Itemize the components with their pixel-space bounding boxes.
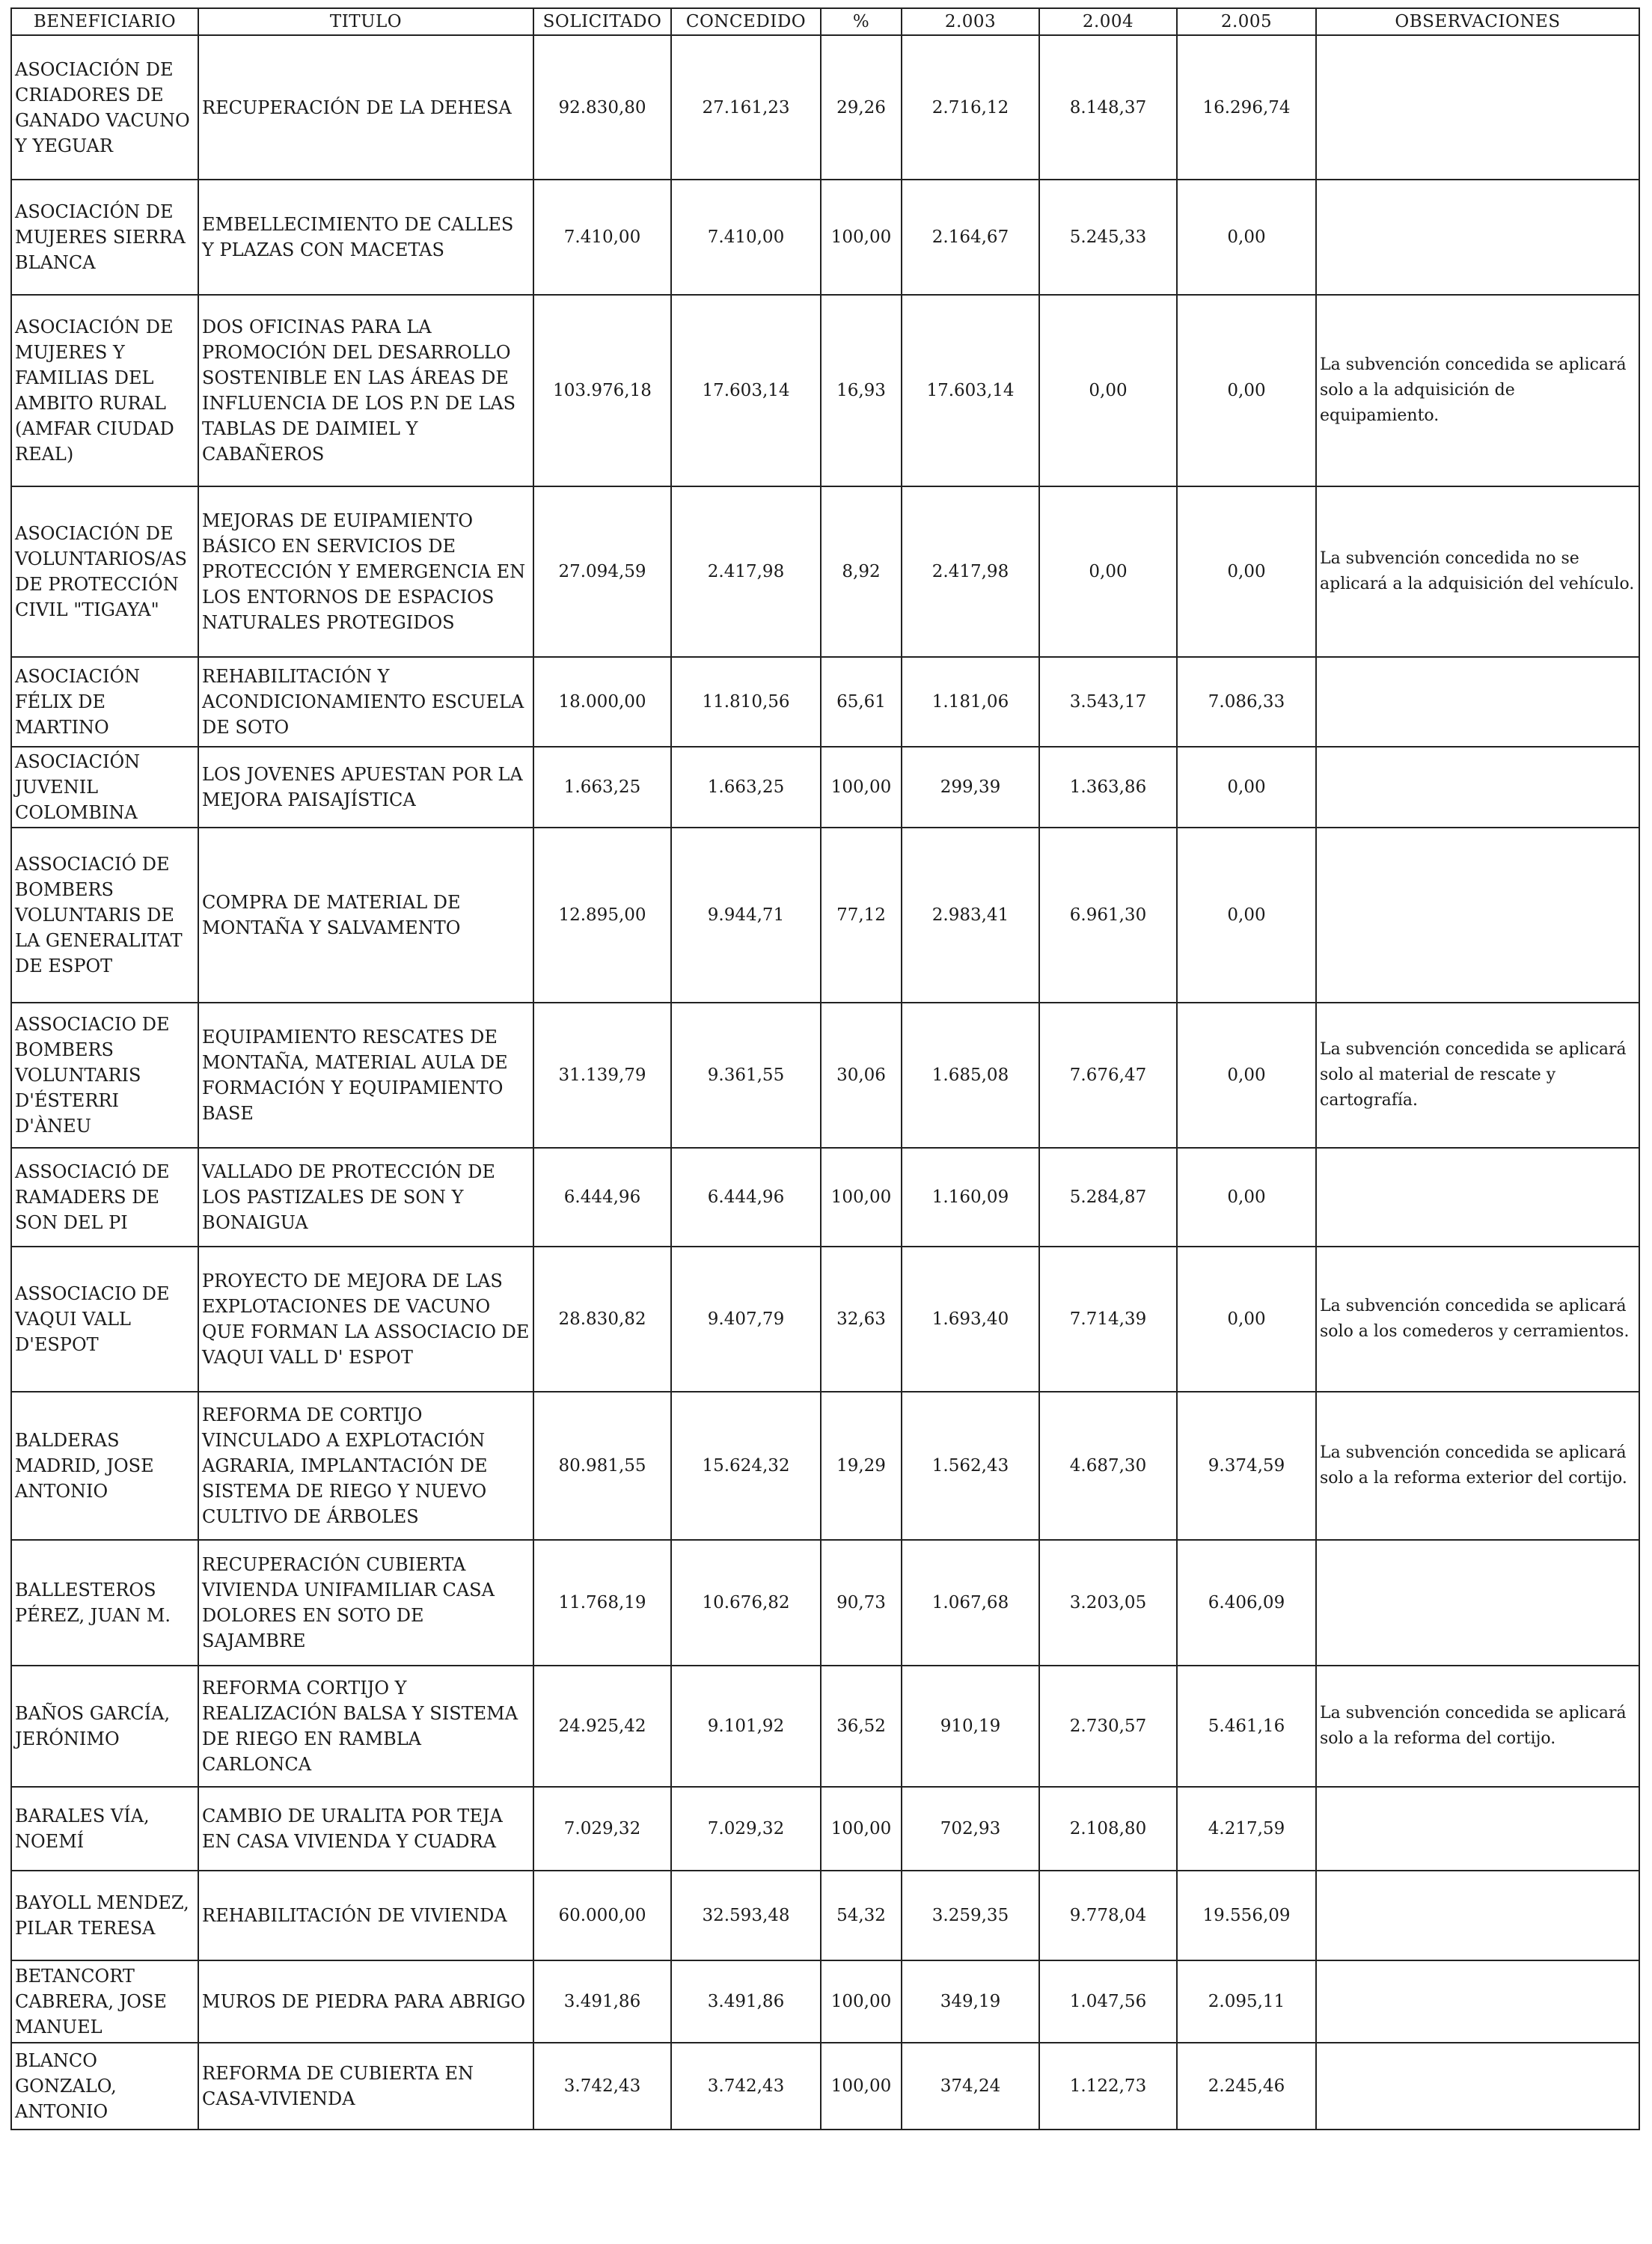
- col-header-2005: 2.005: [1177, 8, 1316, 35]
- beneficiario-cell: ASOCIACIÓN DE CRIADORES DE GANADO VACUNO Y YEGUAR: [11, 35, 198, 180]
- solicitado-cell: 92.830,80: [533, 35, 671, 180]
- year-2003-cell: 349,19: [902, 1960, 1039, 2043]
- year-2004-cell: 3.203,05: [1039, 1540, 1177, 1666]
- observaciones-cell: La subvención concedida se aplicará solo a la reforma del cortijo.: [1316, 1666, 1639, 1787]
- header-row: [11, 8, 1639, 35]
- percent-cell: 8,92: [821, 486, 902, 657]
- concedido-cell: 3.491,86: [671, 1960, 821, 2043]
- solicitado-cell: 3.742,43: [533, 2043, 671, 2130]
- year-2003-cell: 3.259,35: [902, 1871, 1039, 1960]
- titulo-cell: CAMBIO DE URALITA POR TEJA EN CASA VIVIENDA Y CUADRA: [198, 1787, 533, 1871]
- beneficiario-cell: BALLESTEROS PÉREZ, JUAN M.: [11, 1540, 198, 1666]
- table-row: [11, 486, 1639, 657]
- year-2005-cell: 0,00: [1177, 828, 1316, 1003]
- year-2003-cell: 17.603,14: [902, 295, 1039, 486]
- observaciones-cell: [1316, 1540, 1639, 1666]
- percent-cell: 29,26: [821, 35, 902, 180]
- observaciones-cell: La subvención concedida no se aplicará a la adquisición del vehículo.: [1316, 486, 1639, 657]
- percent-cell: 32,63: [821, 1247, 902, 1392]
- concedido-cell: 3.742,43: [671, 2043, 821, 2130]
- table-row: [11, 180, 1639, 295]
- beneficiario-cell: ASSOCIACIO DE VAQUI VALL D'ESPOT: [11, 1247, 198, 1392]
- year-2004-cell: 1.122,73: [1039, 2043, 1177, 2130]
- year-2004-cell: 2.108,80: [1039, 1787, 1177, 1871]
- table-row: [11, 1666, 1639, 1787]
- observaciones-cell: [1316, 180, 1639, 295]
- titulo-cell: MEJORAS DE EUIPAMIENTO BÁSICO EN SERVICIOS DE PROTECCIÓN Y EMERGENCIA EN LOS ENTORNOS DE ESPACIOS NATURALES PROTEGIDOS: [198, 486, 533, 657]
- table-row: [11, 1148, 1639, 1247]
- beneficiario-cell: ASOCIACIÓN DE MUJERES Y FAMILIAS DEL AMBITO RURAL (AMFAR CIUDAD REAL): [11, 295, 198, 486]
- concedido-cell: 2.417,98: [671, 486, 821, 657]
- year-2005-cell: 5.461,16: [1177, 1666, 1316, 1787]
- beneficiario-cell: BARALES VÍA, NOEMÍ: [11, 1787, 198, 1871]
- year-2003-cell: 1.685,08: [902, 1003, 1039, 1148]
- concedido-cell: 32.593,48: [671, 1871, 821, 1960]
- titulo-cell: PROYECTO DE MEJORA DE LAS EXPLOTACIONES DE VACUNO QUE FORMAN LA ASSOCIACIO DE VAQUI VALL D' ESPOT: [198, 1247, 533, 1392]
- year-2004-cell: 7.676,47: [1039, 1003, 1177, 1148]
- year-2004-cell: 9.778,04: [1039, 1871, 1177, 1960]
- beneficiario-cell: BAÑOS GARCÍA, JERÓNIMO: [11, 1666, 198, 1787]
- concedido-cell: 6.444,96: [671, 1148, 821, 1247]
- observaciones-cell: La subvención concedida se aplicará solo a la adquisición de equipamiento.: [1316, 295, 1639, 486]
- table-row: [11, 1247, 1639, 1392]
- solicitado-cell: 6.444,96: [533, 1148, 671, 1247]
- concedido-cell: 9.944,71: [671, 828, 821, 1003]
- observaciones-cell: [1316, 1960, 1639, 2043]
- percent-cell: 36,52: [821, 1666, 902, 1787]
- percent-cell: 100,00: [821, 2043, 902, 2130]
- solicitado-cell: 60.000,00: [533, 1871, 671, 1960]
- table-row: [11, 1787, 1639, 1871]
- observaciones-cell: La subvención concedida se aplicará solo al material de rescate y cartografía.: [1316, 1003, 1639, 1148]
- year-2005-cell: 9.374,59: [1177, 1392, 1316, 1540]
- beneficiario-cell: BALDERAS MADRID, JOSE ANTONIO: [11, 1392, 198, 1540]
- year-2005-cell: 0,00: [1177, 747, 1316, 828]
- table-row: [11, 1960, 1639, 2043]
- concedido-cell: 27.161,23: [671, 35, 821, 180]
- table-row: [11, 1871, 1639, 1960]
- concedido-cell: 9.407,79: [671, 1247, 821, 1392]
- concedido-cell: 17.603,14: [671, 295, 821, 486]
- titulo-cell: RECUPERACIÓN DE LA DEHESA: [198, 35, 533, 180]
- percent-cell: 54,32: [821, 1871, 902, 1960]
- col-header-2004: 2.004: [1039, 8, 1177, 35]
- beneficiario-cell: ASOCIACIÓN DE VOLUNTARIOS/AS DE PROTECCIÓN CIVIL "TIGAYA": [11, 486, 198, 657]
- table-row: [11, 747, 1639, 828]
- titulo-cell: REFORMA CORTIJO Y REALIZACIÓN BALSA Y SISTEMA DE RIEGO EN RAMBLA CARLONCA: [198, 1666, 533, 1787]
- solicitado-cell: 11.768,19: [533, 1540, 671, 1666]
- year-2005-cell: 6.406,09: [1177, 1540, 1316, 1666]
- observaciones-cell: [1316, 1871, 1639, 1960]
- percent-cell: 65,61: [821, 657, 902, 747]
- year-2003-cell: 1.067,68: [902, 1540, 1039, 1666]
- col-header-titulo: TITULO: [198, 8, 533, 35]
- titulo-cell: RECUPERACIÓN CUBIERTA VIVIENDA UNIFAMILIAR CASA DOLORES EN SOTO DE SAJAMBRE: [198, 1540, 533, 1666]
- solicitado-cell: 27.094,59: [533, 486, 671, 657]
- year-2005-cell: 19.556,09: [1177, 1871, 1316, 1960]
- table-row: [11, 1003, 1639, 1148]
- year-2003-cell: 299,39: [902, 747, 1039, 828]
- solicitado-cell: 103.976,18: [533, 295, 671, 486]
- year-2005-cell: 0,00: [1177, 295, 1316, 486]
- solicitado-cell: 80.981,55: [533, 1392, 671, 1540]
- year-2003-cell: 910,19: [902, 1666, 1039, 1787]
- year-2004-cell: 5.284,87: [1039, 1148, 1177, 1247]
- percent-cell: 77,12: [821, 828, 902, 1003]
- year-2004-cell: 5.245,33: [1039, 180, 1177, 295]
- col-header-2003: 2.003: [902, 8, 1039, 35]
- year-2005-cell: 2.095,11: [1177, 1960, 1316, 2043]
- observaciones-cell: [1316, 1148, 1639, 1247]
- percent-cell: 16,93: [821, 295, 902, 486]
- grants-table: [10, 7, 1640, 2130]
- col-header-percent: %: [821, 8, 902, 35]
- percent-cell: 30,06: [821, 1003, 902, 1148]
- year-2004-cell: 1.047,56: [1039, 1960, 1177, 2043]
- year-2005-cell: 4.217,59: [1177, 1787, 1316, 1871]
- observaciones-cell: La subvención concedida se aplicará solo a la reforma exterior del cortijo.: [1316, 1392, 1639, 1540]
- beneficiario-cell: ASSOCIACIO DE BOMBERS VOLUNTARIS D'ÉSTERRI D'ÀNEU: [11, 1003, 198, 1148]
- year-2005-cell: 2.245,46: [1177, 2043, 1316, 2130]
- titulo-cell: REHABILITACIÓN DE VIVIENDA: [198, 1871, 533, 1960]
- year-2005-cell: 7.086,33: [1177, 657, 1316, 747]
- year-2005-cell: 16.296,74: [1177, 35, 1316, 180]
- concedido-cell: 9.101,92: [671, 1666, 821, 1787]
- year-2003-cell: 2.417,98: [902, 486, 1039, 657]
- beneficiario-cell: BAYOLL MENDEZ, PILAR TERESA: [11, 1871, 198, 1960]
- year-2004-cell: 1.363,86: [1039, 747, 1177, 828]
- concedido-cell: 7.410,00: [671, 180, 821, 295]
- solicitado-cell: 7.410,00: [533, 180, 671, 295]
- year-2003-cell: 374,24: [902, 2043, 1039, 2130]
- table-row: [11, 295, 1639, 486]
- beneficiario-cell: ASOCIACIÓN JUVENIL COLOMBINA: [11, 747, 198, 828]
- titulo-cell: MUROS DE PIEDRA PARA ABRIGO: [198, 1960, 533, 2043]
- year-2004-cell: 4.687,30: [1039, 1392, 1177, 1540]
- table-row: [11, 1540, 1639, 1666]
- concedido-cell: 10.676,82: [671, 1540, 821, 1666]
- table-row: [11, 657, 1639, 747]
- year-2004-cell: 0,00: [1039, 295, 1177, 486]
- year-2003-cell: 2.164,67: [902, 180, 1039, 295]
- titulo-cell: LOS JOVENES APUESTAN POR LA MEJORA PAISAJÍSTICA: [198, 747, 533, 828]
- titulo-cell: EMBELLECIMIENTO DE CALLES Y PLAZAS CON MACETAS: [198, 180, 533, 295]
- titulo-cell: REHABILITACIÓN Y ACONDICIONAMIENTO ESCUELA DE SOTO: [198, 657, 533, 747]
- col-header-observaciones: OBSERVACIONES: [1316, 8, 1639, 35]
- year-2005-cell: 0,00: [1177, 486, 1316, 657]
- concedido-cell: 15.624,32: [671, 1392, 821, 1540]
- year-2004-cell: 8.148,37: [1039, 35, 1177, 180]
- year-2003-cell: 1.160,09: [902, 1148, 1039, 1247]
- solicitado-cell: 31.139,79: [533, 1003, 671, 1148]
- year-2005-cell: 0,00: [1177, 180, 1316, 295]
- concedido-cell: 9.361,55: [671, 1003, 821, 1148]
- observaciones-cell: [1316, 747, 1639, 828]
- percent-cell: 100,00: [821, 1787, 902, 1871]
- titulo-cell: COMPRA DE MATERIAL DE MONTAÑA Y SALVAMENTO: [198, 828, 533, 1003]
- solicitado-cell: 1.663,25: [533, 747, 671, 828]
- percent-cell: 19,29: [821, 1392, 902, 1540]
- year-2003-cell: 2.983,41: [902, 828, 1039, 1003]
- col-header-concedido: CONCEDIDO: [671, 8, 821, 35]
- year-2003-cell: 702,93: [902, 1787, 1039, 1871]
- year-2003-cell: 1.562,43: [902, 1392, 1039, 1540]
- year-2004-cell: 2.730,57: [1039, 1666, 1177, 1787]
- col-header-beneficiario: BENEFICIARIO: [11, 8, 198, 35]
- col-header-solicitado: SOLICITADO: [533, 8, 671, 35]
- year-2003-cell: 2.716,12: [902, 35, 1039, 180]
- year-2004-cell: 0,00: [1039, 486, 1177, 657]
- year-2003-cell: 1.693,40: [902, 1247, 1039, 1392]
- solicitado-cell: 18.000,00: [533, 657, 671, 747]
- year-2005-cell: 0,00: [1177, 1148, 1316, 1247]
- solicitado-cell: 24.925,42: [533, 1666, 671, 1787]
- concedido-cell: 7.029,32: [671, 1787, 821, 1871]
- solicitado-cell: 3.491,86: [533, 1960, 671, 2043]
- titulo-cell: VALLADO DE PROTECCIÓN DE LOS PASTIZALES DE SON Y BONAIGUA: [198, 1148, 533, 1247]
- observaciones-cell: [1316, 828, 1639, 1003]
- percent-cell: 90,73: [821, 1540, 902, 1666]
- year-2005-cell: 0,00: [1177, 1003, 1316, 1148]
- table-row: [11, 1392, 1639, 1540]
- titulo-cell: REFORMA DE CUBIERTA EN CASA-VIVIENDA: [198, 2043, 533, 2130]
- beneficiario-cell: ASSOCIACIÓ DE BOMBERS VOLUNTARIS DE LA GENERALITAT DE ESPOT: [11, 828, 198, 1003]
- solicitado-cell: 28.830,82: [533, 1247, 671, 1392]
- observaciones-cell: La subvención concedida se aplicará solo a los comederos y cerramientos.: [1316, 1247, 1639, 1392]
- beneficiario-cell: ASOCIACIÓN FÉLIX DE MARTINO: [11, 657, 198, 747]
- solicitado-cell: 7.029,32: [533, 1787, 671, 1871]
- percent-cell: 100,00: [821, 180, 902, 295]
- observaciones-cell: [1316, 1787, 1639, 1871]
- year-2004-cell: 3.543,17: [1039, 657, 1177, 747]
- observaciones-cell: [1316, 2043, 1639, 2130]
- year-2005-cell: 0,00: [1177, 1247, 1316, 1392]
- table-row: [11, 35, 1639, 180]
- year-2004-cell: 6.961,30: [1039, 828, 1177, 1003]
- observaciones-cell: [1316, 35, 1639, 180]
- beneficiario-cell: ASOCIACIÓN DE MUJERES SIERRA BLANCA: [11, 180, 198, 295]
- percent-cell: 100,00: [821, 1960, 902, 2043]
- titulo-cell: DOS OFICINAS PARA LA PROMOCIÓN DEL DESARROLLO SOSTENIBLE EN LAS ÁREAS DE INFLUENCIA DE LOS P.N DE LAS TABLAS DE DAIMIEL Y CABAÑEROS: [198, 295, 533, 486]
- concedido-cell: 11.810,56: [671, 657, 821, 747]
- solicitado-cell: 12.895,00: [533, 828, 671, 1003]
- beneficiario-cell: BETANCORT CABRERA, JOSE MANUEL: [11, 1960, 198, 2043]
- observaciones-cell: [1316, 657, 1639, 747]
- year-2004-cell: 7.714,39: [1039, 1247, 1177, 1392]
- table-row: [11, 828, 1639, 1003]
- percent-cell: 100,00: [821, 747, 902, 828]
- table-row: [11, 2043, 1639, 2130]
- concedido-cell: 1.663,25: [671, 747, 821, 828]
- year-2003-cell: 1.181,06: [902, 657, 1039, 747]
- percent-cell: 100,00: [821, 1148, 902, 1247]
- titulo-cell: REFORMA DE CORTIJO VINCULADO A EXPLOTACIÓN AGRARIA, IMPLANTACIÓN DE SISTEMA DE RIEGO Y NUEVO CULTIVO DE ÁRBOLES: [198, 1392, 533, 1540]
- beneficiario-cell: BLANCO GONZALO, ANTONIO: [11, 2043, 198, 2130]
- beneficiario-cell: ASSOCIACIÓ DE RAMADERS DE SON DEL PI: [11, 1148, 198, 1247]
- titulo-cell: EQUIPAMIENTO RESCATES DE MONTAÑA, MATERIAL AULA DE FORMACIÓN Y EQUIPAMIENTO BASE: [198, 1003, 533, 1148]
